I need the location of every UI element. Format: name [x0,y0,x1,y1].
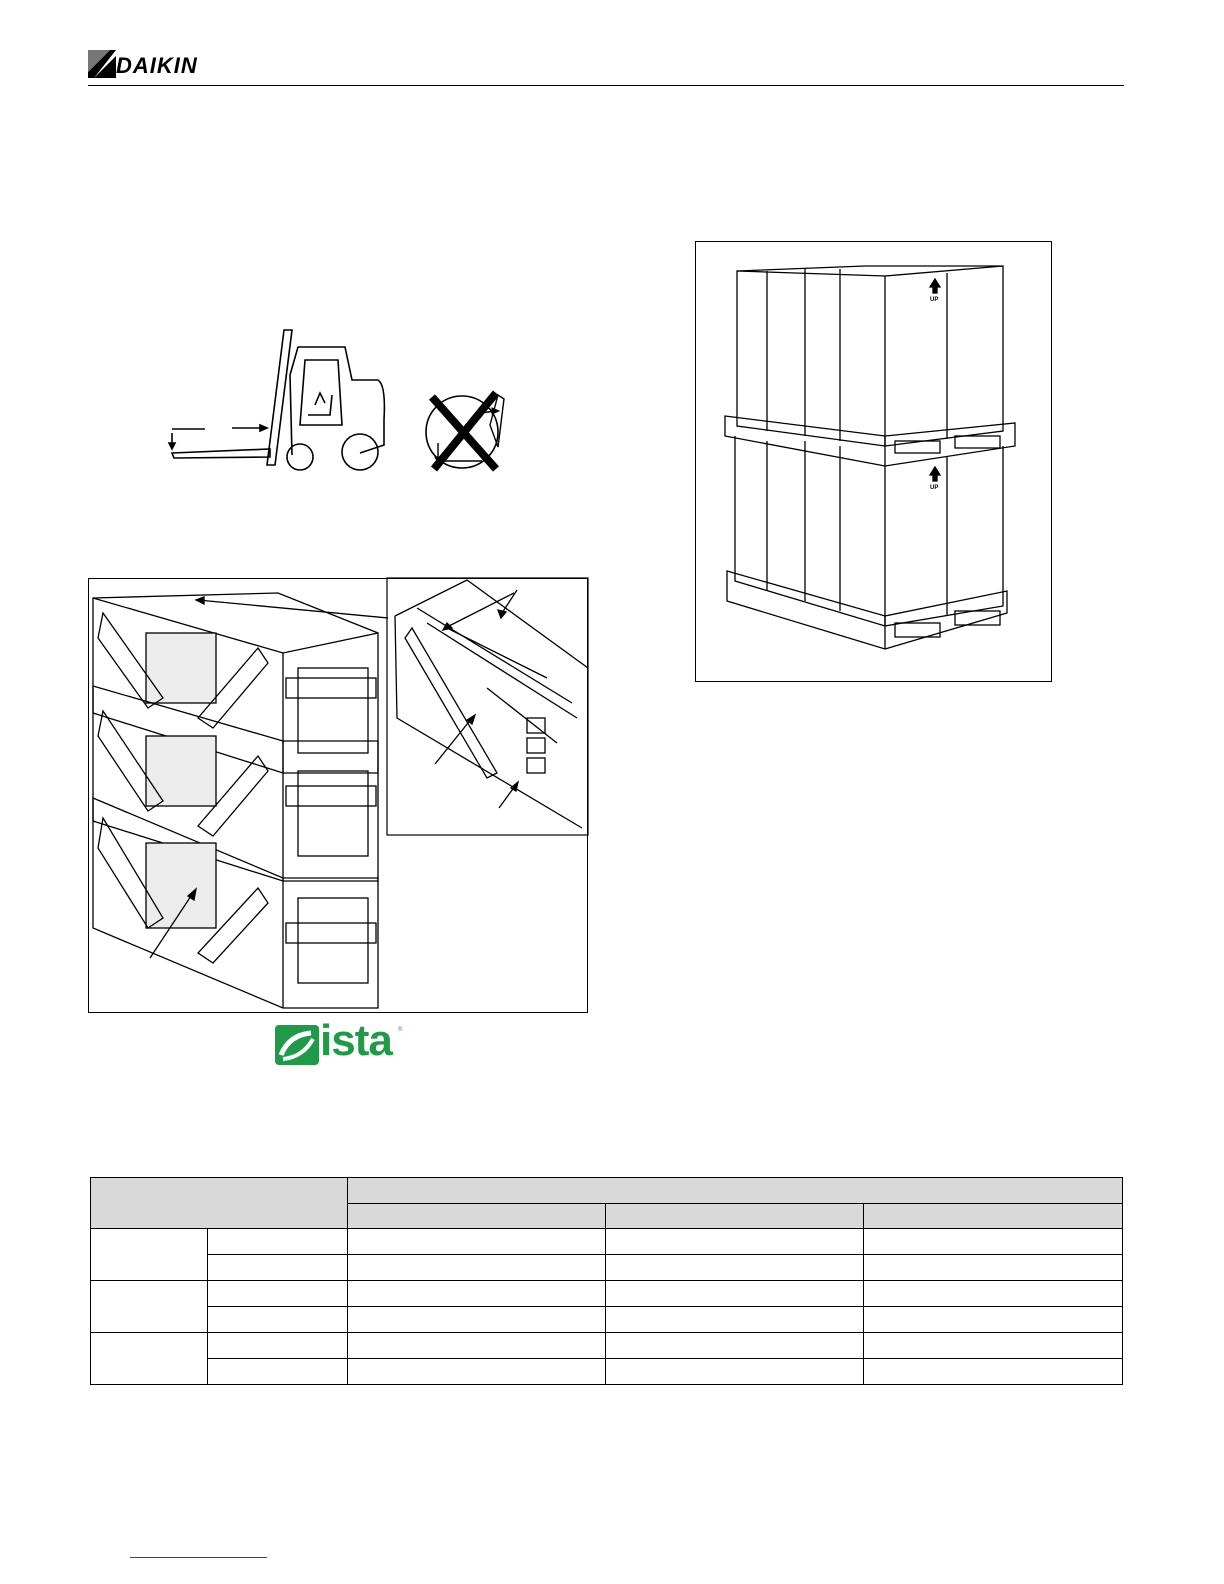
table-row [91,1281,1123,1307]
table-row [91,1307,1123,1333]
upper-box-up-label: UP [930,297,939,303]
table-row [91,1333,1123,1359]
stacked-pallet-boxes-icon [695,241,1052,682]
table-row [91,1255,1123,1281]
table-header-corner [91,1178,348,1229]
header-divider [88,85,1124,86]
ista-leaf-icon [275,1025,319,1065]
stacked-crates-icon [88,578,388,1013]
lower-box-up-label: UP [930,485,939,491]
forklift-icon [160,325,400,475]
footer-link[interactable] [130,1557,267,1558]
table-header-group [348,1178,1123,1204]
table-header-col-2 [606,1204,864,1229]
daikin-logo-mark-icon [88,50,118,80]
crate-detail-icon [387,578,588,835]
ista-logo-text: ista [320,1016,392,1065]
table-header-col-1 [348,1204,606,1229]
table-row [91,1359,1123,1385]
table-row [91,1229,1123,1255]
shipping-spec-table [90,1177,1123,1385]
table-header-col-3 [864,1204,1123,1229]
ista-registered-mark: ® [398,1027,403,1033]
brand-name: DAIKIN [116,53,198,78]
no-tilt-prohibited-icon [420,385,515,475]
